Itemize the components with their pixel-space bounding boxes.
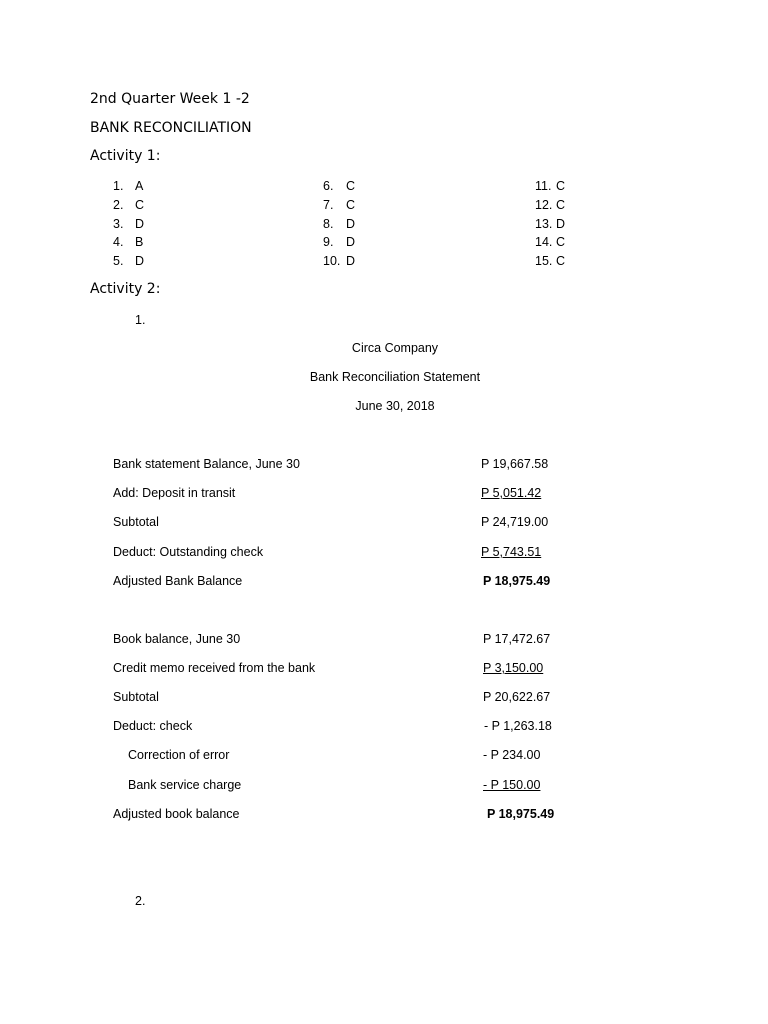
bank-row-value: P 5,743.51 <box>481 545 542 559</box>
book-row-label: Adjusted book balance <box>113 807 240 821</box>
answer-item: 15. C <box>535 254 566 268</box>
bank-row-value: P 5,051.42 <box>481 486 542 500</box>
item-number-1: 1. <box>135 313 146 327</box>
book-row-value: - P 1,263.18 <box>484 719 552 733</box>
book-row-value: P 20,622.67 <box>483 690 551 704</box>
book-row-value: - P 234.00 <box>483 748 541 762</box>
book-row-label: Book balance, June 30 <box>113 632 241 646</box>
company-name: Circa Company <box>351 341 439 355</box>
answer-item: 9. D <box>323 235 356 249</box>
answer-item: 5. D <box>113 254 145 268</box>
book-row-label: Deduct: check <box>113 719 193 733</box>
answer-item: 2. C <box>113 198 145 212</box>
statement-date: June 30, 2018 <box>355 399 435 413</box>
answer-item: 3. D <box>113 217 145 231</box>
item-number-2: 2. <box>135 894 146 908</box>
answer-item: 11. C <box>535 179 566 193</box>
book-row-label: Correction of error <box>128 748 230 762</box>
book-row-value: P 17,472.67 <box>483 632 551 646</box>
activity2-title: Activity 2: <box>90 281 161 297</box>
bank-row-value: P 24,719.00 <box>481 515 549 529</box>
quarter-title: 2nd Quarter Week 1 -2 <box>90 91 250 107</box>
bank-row-label: Adjusted Bank Balance <box>113 574 243 588</box>
answer-item: 13. D <box>535 217 566 231</box>
book-row-label: Bank service charge <box>128 778 242 792</box>
topic-title: BANK RECONCILIATION <box>90 120 252 136</box>
book-row-value: P 3,150.00 <box>483 661 544 675</box>
answer-item: 4. B <box>113 235 144 249</box>
answer-item: 1. A <box>113 179 144 193</box>
answer-item: 14. C <box>535 235 566 249</box>
answer-item: 12. C <box>535 198 566 212</box>
answer-item: 8. D <box>323 217 356 231</box>
answer-item: 10. D <box>323 254 356 268</box>
activity1-title: Activity 1: <box>90 148 161 164</box>
book-row-value: - P 150.00 <box>483 778 541 792</box>
answer-item: 7. C <box>323 198 356 212</box>
adjusted-book-balance: P 18,975.49 <box>487 807 555 821</box>
book-row-label: Credit memo received from the bank <box>113 661 316 675</box>
bank-row-label: Subtotal <box>113 515 159 529</box>
adjusted-bank-balance: P 18,975.49 <box>483 574 551 588</box>
bank-row-label: Bank statement Balance, June 30 <box>113 457 300 471</box>
book-row-label: Subtotal <box>113 690 159 704</box>
bank-row-label: Deduct: Outstanding check <box>113 545 264 559</box>
answer-item: 6. C <box>323 179 356 193</box>
bank-row-label: Add: Deposit in transit <box>113 486 236 500</box>
statement-name: Bank Reconciliation Statement <box>309 370 481 384</box>
bank-row-value: P 19,667.58 <box>481 457 549 471</box>
